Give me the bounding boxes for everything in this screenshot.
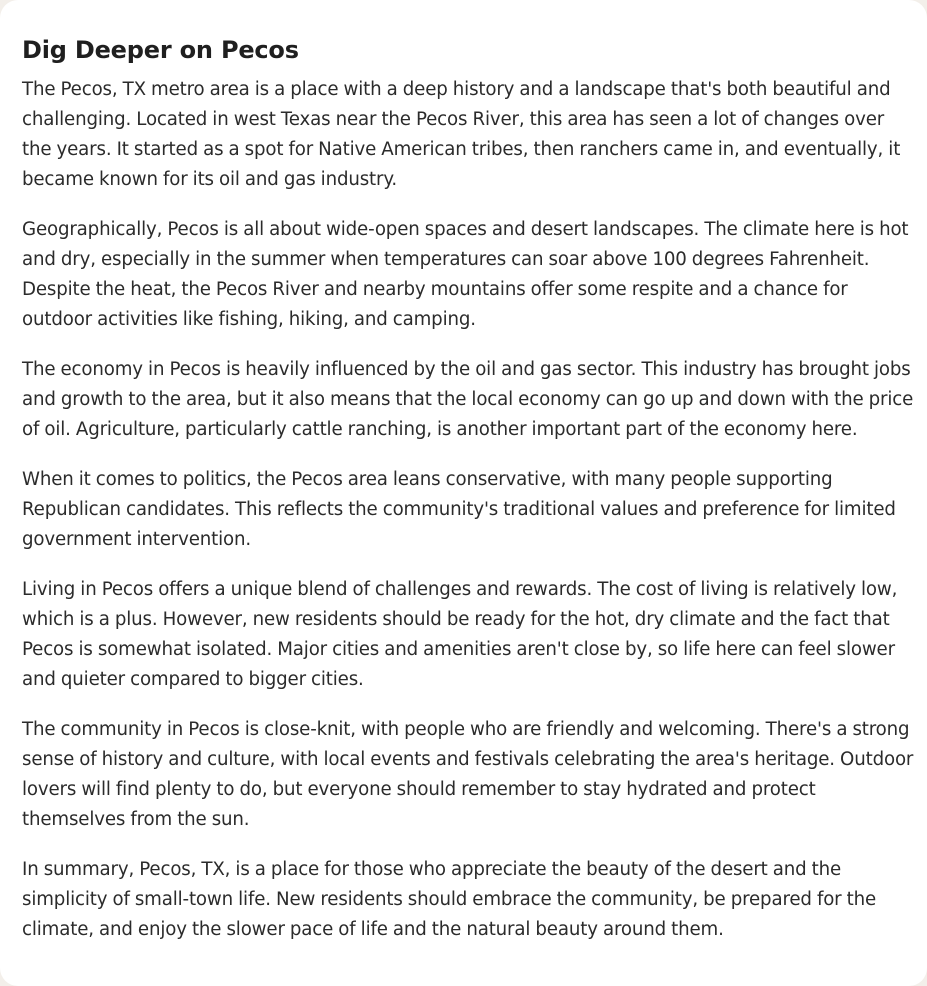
- paragraph-history: The Pecos, TX metro area is a place with a deep history and a landscape that's both beautiful and challenging. Located in west Texas near the Pecos River, this area has seen a lot of changes over the years. It started as a spot for Native American tribes, then ranchers came in, and eventually, it became known for its oil and gas industry.: [22, 79, 901, 190]
- section-title: Dig Deeper on Pecos: [22, 36, 299, 64]
- paragraph-geography: Geographically, Pecos is all about wide-open spaces and desert landscapes. The climate here is hot and dry, especially in the summer when temperatures can soar above 100 degrees Fahrenheit. Despite the heat, the Pecos River and nearby mountains offer some respite and a chance for outdoor activities like fishing, hiking, and camping.: [22, 219, 909, 330]
- paragraph-living: Living in Pecos offers a unique blend of challenges and rewards. The cost of living is relatively low, which is a plus. However, new residents should be ready for the hot, dry climate and the fact that Pecos is somewhat isolated. Major cities and amenities aren't close by, so life here can feel slower and quieter compared to bigger cities.: [22, 579, 898, 690]
- paragraph-politics: When it comes to politics, the Pecos area leans conservative, with many people supporting Republican candidates. This reflects the community's traditional values and preference for limited government intervention.: [22, 469, 896, 550]
- paragraph-economy: The economy in Pecos is heavily influenced by the oil and gas sector. This industry has brought jobs and growth to the area, but it also means that the local economy can go up and down with the price of oil. Agriculture, particularly cattle ranching, is another important part of the economy here.: [22, 359, 914, 440]
- paragraph-summary: In summary, Pecos, TX, is a place for those who appreciate the beauty of the desert and the simplicity of small-town life. New residents should embrace the community, be prepared for the climate, and enjoy the slower pace of life and the natural beauty around them.: [22, 859, 877, 940]
- paragraph-community: The community in Pecos is close-knit, with people who are friendly and welcoming. There's a strong sense of history and culture, with local events and festivals celebrating the area's heritage. Outdoor lovers will find plenty to do, but everyone should remember to stay hydrated and protect themselves from the sun.: [22, 719, 914, 830]
